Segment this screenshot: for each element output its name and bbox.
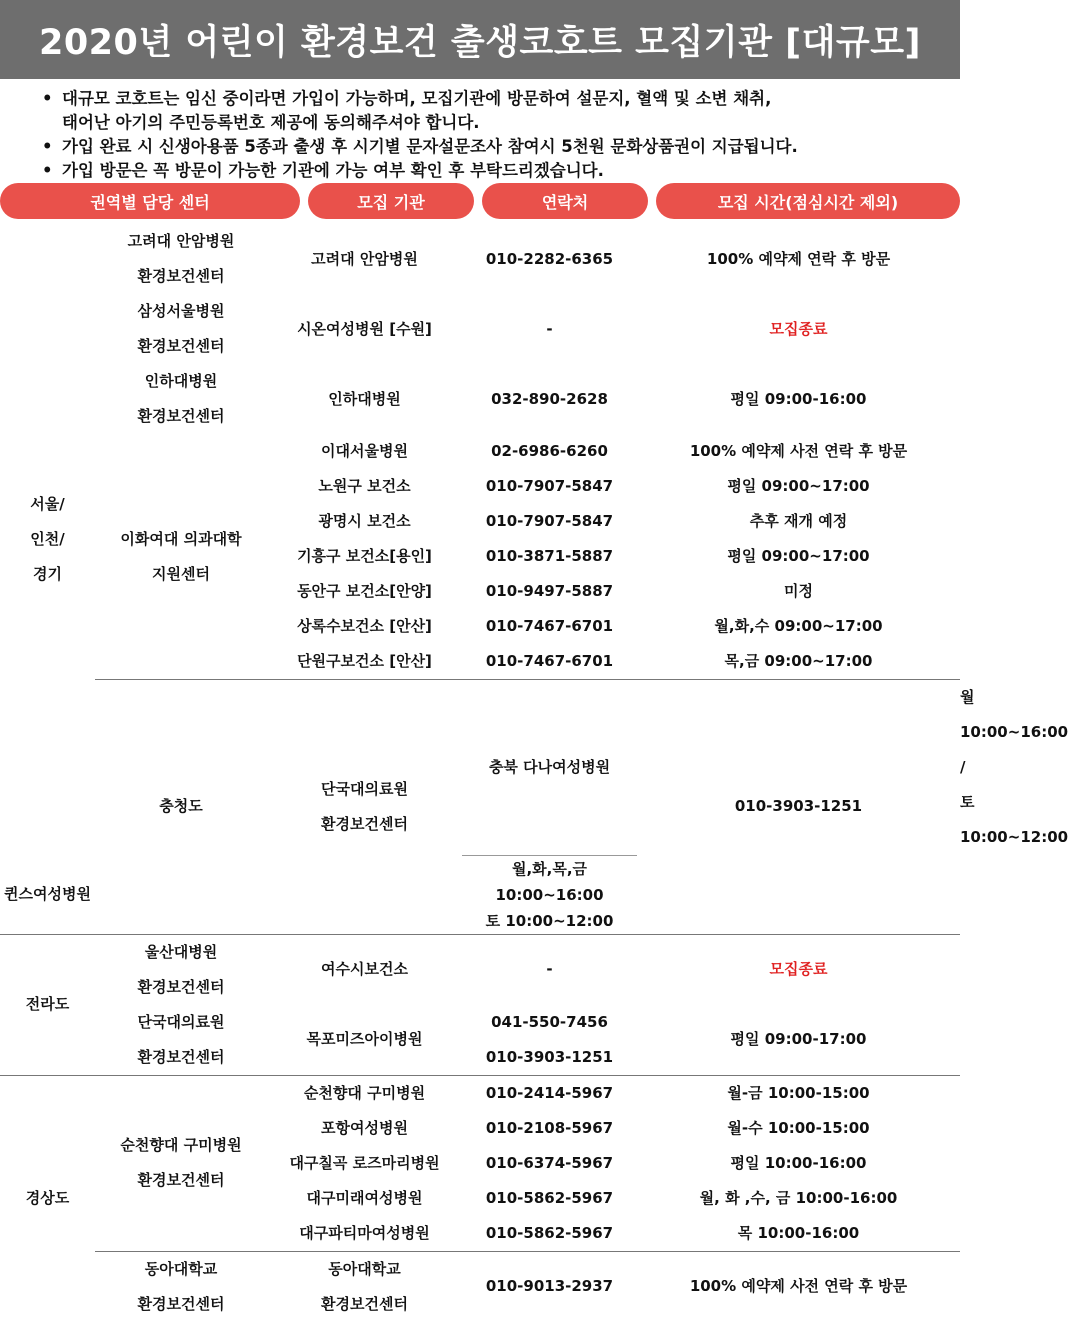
phone: 010-5862-5967 [485,1188,614,1207]
institution: 대구파티마여성병원 [299,1223,430,1242]
phone: 010-7907-5847 [485,512,614,530]
hours: 평일 09:00~17:00 [727,547,870,565]
institution: 광명시 보건소 [318,512,411,530]
institution: 상록수보건소 [안산] [297,617,432,635]
table-row [0,934,960,1005]
table-row [0,1251,960,1322]
center-dankook: 단국대의료원 환경보건센터 [137,1012,225,1066]
header-hours: 모집 시간(점심시간 제외) [656,183,960,219]
hours: 평일 09:00~17:00 [727,477,870,495]
institution: 대구미래여성병원 [306,1188,423,1207]
phone: 032-890-2628 [491,389,608,408]
institution: 시온여성병원 [수원] [297,319,432,338]
center-inha: 인하대병원 환경보건센터 [137,372,225,425]
region-seoul: 서울/ 인천/ 경기 [30,495,65,583]
hours: 목 10:00-16:00 [737,1223,860,1242]
phone: 010-2282-6365 [485,249,614,268]
phone: 010-2108-5967 [485,1118,614,1137]
institution: 동안구 보건소[안양] [297,582,432,600]
hours: 월,화,수 09:00~17:00 [714,617,883,635]
phone: 010-7907-5847 [485,477,614,495]
bullet: • [42,137,53,156]
region-gyeongsang: 경상도 [0,1075,95,1322]
phone: 010-7467-6701 [485,652,614,670]
institution: 여수시보건소 [267,934,462,1005]
phone: 010-9013-2937 [462,1251,637,1322]
hours: 월-금 10:00-15:00 [637,1075,960,1111]
center-samsung: 삼성서울병원 환경보건센터 [137,302,225,355]
institution: 대구칠곡 로즈마리병원 [289,1153,440,1172]
hours: 월-수 10:00-15:00 [727,1118,870,1137]
center-donga: 동아대학교 환경보건센터 [95,1251,267,1322]
hours: 목,금 09:00~17:00 [724,652,873,670]
institution: 노원구 보건소 [318,477,411,495]
phone: - [546,319,553,338]
phone: 010-6374-5967 [485,1153,614,1172]
notice-item-continued: 태어난 아기의 주민등록번호 제공에 동의해주셔야 합니다. [62,113,480,132]
institution: 기흥구 보건소[용인] [297,547,432,565]
phone: 02-6986-6260 [491,442,608,460]
institution: 동아대학교 환경보건센터 [267,1251,462,1322]
center-korea: 고려대 안암병원 환경보건센터 [127,232,235,285]
institution: 포항여성병원 [321,1118,408,1137]
region-chungcheong: 충청도 [95,679,267,934]
institution: 충북 다나여성병원 [462,679,637,855]
institution: 고려대 안암병원 [311,249,418,268]
phone: 010-3903-1251 [637,679,960,934]
page-title: 2020년 어린이 환경보건 출생코호트 모집기관 [대규모] [0,0,960,79]
phone: 010-5862-5967 [485,1223,614,1242]
institution: 목포미즈아이병원 [306,1030,423,1048]
phone: 010-9497-5887 [485,582,614,600]
hours: 평일 09:00-16:00 [730,389,867,408]
notice-item: • 가입 완료 시 신생아용품 5종과 출생 후 시기별 문자설문조사 참여시 5천원 문화상품권이 지급됩니다. [42,135,960,159]
institution: 퀸스여성병원 [4,884,91,903]
phone: - [462,934,637,1005]
phone: 010-3871-5887 [485,547,614,565]
notice-item: • 대규모 코호트는 임신 중이라면 가입이 가능하며, 모집기관에 방문하여 설문지, 혈액 및 소변 채취, [42,87,960,111]
notice-list [0,79,960,180]
institution: 순천향대 구미병원 [267,1075,462,1111]
hours-closed: 모집종료 [637,934,960,1005]
phone: 010-7467-6701 [485,617,614,635]
hours: 100% 예약제 사전 연락 후 방문 [689,442,908,460]
header-contact: 연락처 [482,183,648,219]
hours: 월, 화 ,수, 금 10:00-16:00 [699,1188,898,1207]
hours: 100% 예약제 연락 후 방문 [706,249,891,268]
hours: 미정 [784,582,813,600]
notice-item: • 가입 방문은 꼭 방문이 가능한 기관에 가능 여부 확인 후 부탁드리겠습니다. [42,159,960,183]
bullet: • [42,89,53,108]
center-dankook: 단국대의료원 환경보건센터 [267,679,462,934]
table-row [0,1005,960,1076]
table-row [0,434,960,469]
hours: 평일 10:00-16:00 [730,1153,867,1172]
center-ulsan: 울산대병원 환경보건센터 [95,934,267,1005]
institution: 단원구보건소 [안산] [297,652,432,670]
hours: 100% 예약제 사전 연락 후 방문 [637,1251,960,1322]
institution: 이대서울병원 [321,442,408,460]
hours: 평일 09:00-17:00 [730,1030,867,1048]
phone: 010-2414-5967 [462,1075,637,1111]
bullet: • [42,161,53,180]
phone: 041-550-7456 010-3903-1251 [485,1012,614,1066]
center-soonchunhyang: 순천향대 구미병원 환경보건센터 [95,1075,267,1251]
header-institution: 모집 기관 [308,183,474,219]
hours-closed: 모집종료 [769,319,828,338]
institution: 인하대병원 [328,389,401,408]
institution-table [0,224,1068,1322]
table-row: 충청도 단국대의료원 환경보건센터 충북 다나여성병원 010-3903-1251 월 10:00~16:00 / 토 10:00~12:00 [0,679,960,855]
table-row [0,1075,960,1111]
region-jeolla: 전라도 [0,934,95,1075]
hours: 월,화,목,금 10:00~16:00 토 10:00~12:00 [485,859,614,930]
header-region-center: 권역별 담당 센터 [0,183,300,219]
center-ewha: 이화여대 의과대학 지원센터 [120,529,242,583]
table-header [0,180,960,224]
hours: 추후 재개 예정 [749,512,848,530]
